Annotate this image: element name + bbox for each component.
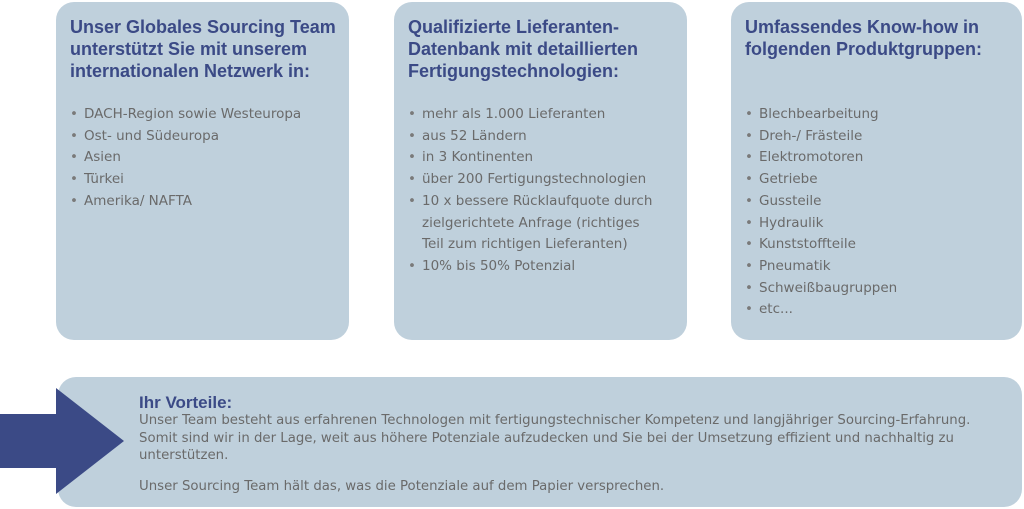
advantages-text: Unser Team besteht aus erfahrenen Technologen mit fertigungstechnischer Kompetenz und langjähriger Sourcing-Erfahrung. Somit sind wir in der Lage, weit aus höhere Potenziale aufzudecken und Sie bei der Umsetzung effizient und nachhaltig zu unterstützen. xyxy=(139,413,971,463)
supplier-database-card-title: Qualifizierte Lieferanten- Datenbank mit detaillierten Fertigungstechnologien: xyxy=(408,17,639,81)
list-item: • Elektromotoren xyxy=(745,147,897,169)
list-item: • Gussteile xyxy=(745,191,897,213)
network-card-title: Unser Globales Sourcing Team unterstützt Sie mit unserem internationalen Netzwerk in: xyxy=(70,17,336,81)
supplier-list xyxy=(408,104,652,278)
list-item: • Pneumatik xyxy=(745,256,897,278)
product-groups-list xyxy=(745,104,897,321)
list-item: • Getriebe xyxy=(745,169,897,191)
list-item: • Ost- und Südeuropa xyxy=(70,126,301,148)
list-item: • Hydraulik xyxy=(745,213,897,235)
list-item: • Amerika/ NAFTA xyxy=(70,191,301,213)
supplier-database-card xyxy=(394,2,687,340)
product-groups-card xyxy=(731,2,1022,340)
list-item: • Dreh-/ Frästeile xyxy=(745,126,897,148)
list-item: • mehr als 1.000 Lieferanten xyxy=(408,104,652,126)
advantages-banner xyxy=(58,377,1022,507)
network-list xyxy=(70,104,301,213)
list-item: • 10% bis 50% Potenzial xyxy=(408,256,652,278)
list-item: • Türkei xyxy=(70,169,301,191)
list-item: • Asien xyxy=(70,147,301,169)
list-item: • etc... xyxy=(745,299,897,321)
list-item: • Blechbearbeitung xyxy=(745,104,897,126)
product-groups-card-title: Umfassendes Know-how in folgenden Produktgruppen: xyxy=(745,17,982,59)
advantages-title: Ihr Vorteile: xyxy=(139,393,233,412)
network-card xyxy=(56,2,349,340)
list-item: • Kunststoffteile xyxy=(745,234,897,256)
list-item: • über 200 Fertigungstechnologien xyxy=(408,169,652,191)
list-item: • in 3 Kontinenten xyxy=(408,147,652,169)
list-item: • DACH-Region sowie Westeuropa xyxy=(70,104,301,126)
advantages-closing: Unser Sourcing Team hält das, was die Potenziale auf dem Papier versprechen. xyxy=(139,479,665,494)
list-item: • 10 x bessere Rücklaufquote durch zielgerichtete Anfrage (richtiges Teil zum richtigen Lieferanten) xyxy=(408,191,652,256)
list-item: • Schweißbaugruppen xyxy=(745,278,897,300)
list-item: • aus 52 Ländern xyxy=(408,126,652,148)
arrow-right-icon xyxy=(0,388,124,494)
